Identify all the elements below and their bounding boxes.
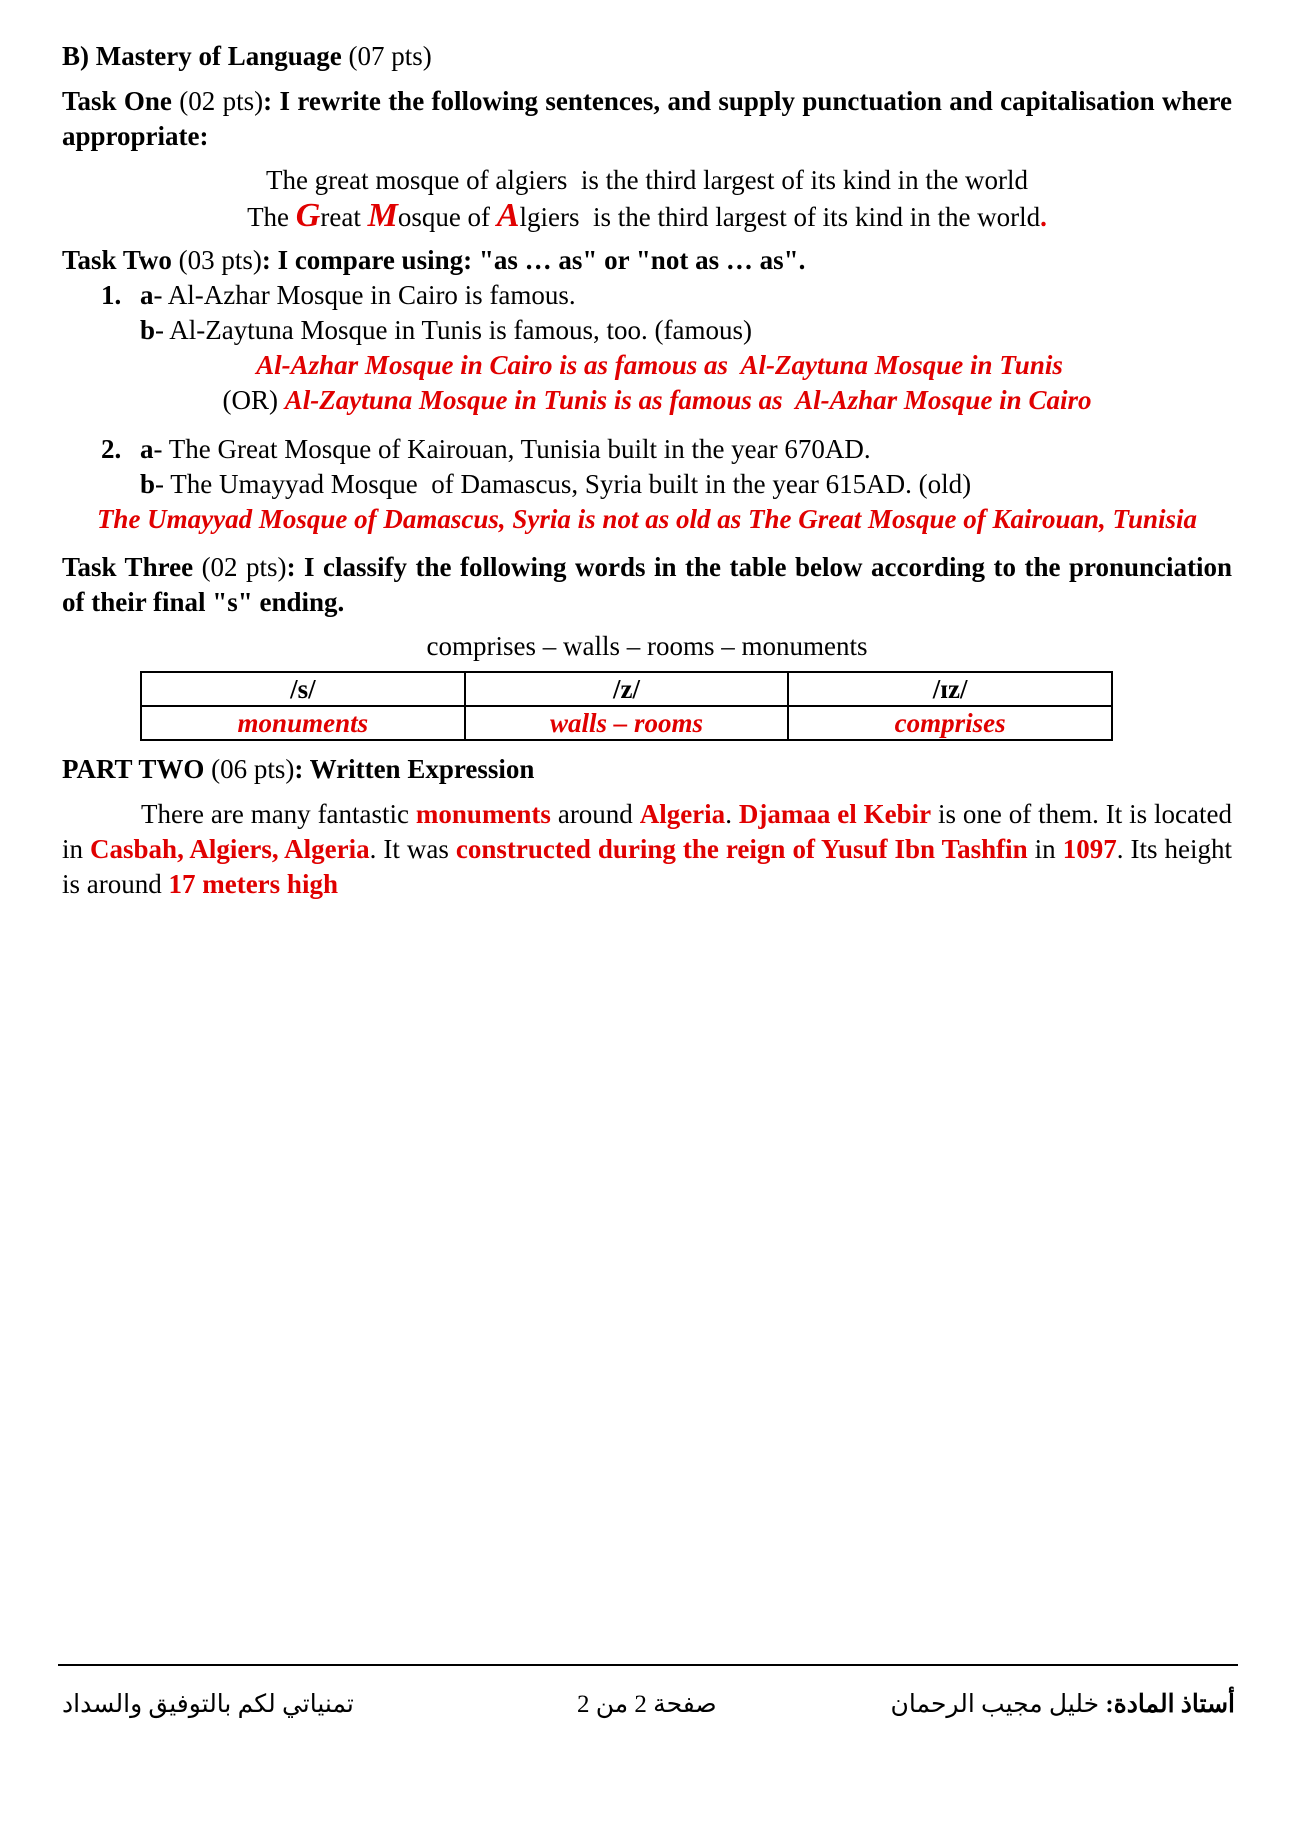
alt-answer-text: Al-Zaytuna Mosque in Tunis is as famous as Al-Azhar Mosque in Cairo bbox=[284, 385, 1092, 415]
footer-teacher bbox=[891, 1687, 1235, 1722]
sentence-label: b bbox=[140, 315, 156, 345]
table-cell: monuments bbox=[141, 706, 465, 740]
sentence-label: a bbox=[140, 280, 154, 310]
item-1-alt-answer bbox=[62, 383, 1232, 418]
item-1-sentence-a bbox=[99, 278, 1232, 313]
item-2-sentence-a bbox=[140, 432, 1232, 467]
task-one-original-sentence: The great mosque of algiers is the third largest of its kind in the world bbox=[265, 165, 1029, 195]
task-one-text: : I rewrite the following sentences, and supply punctuation and capitalisation where appropriate: bbox=[62, 86, 1232, 151]
table-header: /z/ bbox=[465, 672, 789, 706]
corrected-part: osque of bbox=[397, 202, 497, 232]
teacher-label: أستاذ المادة: bbox=[1105, 1691, 1235, 1718]
task-two-text: : I compare using: "as … as" or "not as … as". bbox=[261, 245, 806, 275]
table-row bbox=[141, 706, 1112, 740]
table-header: /s/ bbox=[141, 672, 465, 706]
part-two-heading bbox=[62, 752, 1232, 787]
pronunciation-table bbox=[140, 671, 1113, 741]
corrected-part: The bbox=[247, 202, 296, 232]
item-number: 2. bbox=[101, 434, 122, 464]
task-two-item-2 bbox=[62, 432, 1232, 467]
highlighted-text: constructed during the reign of Yusuf Ibn Tashfin bbox=[455, 834, 1028, 864]
table-cell: comprises bbox=[788, 706, 1112, 740]
corrected-part: reat bbox=[320, 202, 368, 232]
section-b-title: B) Mastery of Language bbox=[62, 41, 342, 71]
teacher-name: خليل مجيب الرحمان bbox=[890, 1691, 1106, 1718]
exam-page bbox=[62, 32, 1232, 902]
section-b-heading bbox=[62, 39, 1232, 74]
part-two-subtitle: : Written Expression bbox=[294, 754, 535, 784]
corrected-part: lgiers is the third largest of its kind in the world bbox=[519, 202, 1041, 232]
added-period: . bbox=[1040, 202, 1047, 232]
footer-wish: تمنياتي لكم بالتوفيق والسداد bbox=[62, 1691, 354, 1718]
item-2-sentence-b bbox=[62, 467, 1232, 502]
word-list: comprises – walls – rooms – monuments bbox=[426, 631, 868, 661]
capital-letter: G bbox=[295, 197, 321, 234]
part-two-title: PART TWO bbox=[62, 754, 205, 784]
highlighted-text: 1097 bbox=[1062, 834, 1117, 864]
highlighted-text: 17 meters high bbox=[168, 869, 338, 899]
highlighted-text: Casbah, Algiers, Algeria bbox=[90, 834, 370, 864]
sentence-label: a bbox=[140, 434, 154, 464]
task-one-corrected-sentence bbox=[62, 198, 1232, 235]
item-1-answer: Al-Azhar Mosque in Cairo is as famous as Al-Zaytuna Mosque in Tunis bbox=[256, 350, 1063, 380]
paragraph-text: in bbox=[1027, 834, 1063, 864]
or-label: (OR) bbox=[222, 385, 285, 415]
paragraph-text: . Its height is around bbox=[62, 834, 1232, 899]
section-b-points: (07 pts) bbox=[348, 41, 432, 71]
item-number: 1. bbox=[101, 280, 122, 310]
sentence-label: b bbox=[140, 469, 156, 499]
item-2-answer: The Umayyad Mosque of Damascus, Syria is not as old as The Great Mosque of Kairouan, Tunisia bbox=[96, 504, 1198, 534]
sentence-text: - Al-Azhar Mosque in Cairo is famous. bbox=[153, 280, 576, 310]
footer-page-number: صفحة 2 من 2 bbox=[577, 1691, 717, 1718]
task-three-instruction bbox=[62, 550, 1232, 620]
item-1-sentence-b bbox=[62, 313, 1232, 348]
table-header: /ɪz/ bbox=[788, 672, 1112, 706]
task-two-item-1 bbox=[62, 278, 1232, 313]
paragraph-text: There are many fantastic bbox=[141, 799, 416, 829]
task-three-points: (02 pts) bbox=[201, 552, 287, 582]
footer-divider bbox=[58, 1664, 1238, 1666]
task-three-label: Task Three bbox=[62, 552, 194, 582]
paragraph-text: is one of them. It is located in bbox=[62, 799, 1233, 864]
paragraph-text: . It was bbox=[369, 834, 456, 864]
task-one-points: (02 pts) bbox=[179, 86, 264, 116]
highlighted-text: Djamaa el Kebir bbox=[738, 799, 932, 829]
task-two-label: Task Two bbox=[62, 245, 172, 275]
table-header-row bbox=[141, 672, 1112, 706]
task-one-label: Task One bbox=[62, 86, 172, 116]
highlighted-text: Algeria bbox=[639, 799, 726, 829]
task-one-instruction bbox=[62, 84, 1232, 154]
part-two-points: (06 pts) bbox=[211, 754, 295, 784]
paragraph-text: . bbox=[725, 799, 739, 829]
capital-letter: A bbox=[496, 197, 520, 234]
highlighted-text: monuments bbox=[415, 799, 551, 829]
sentence-text: - The Great Mosque of Kairouan, Tunisia built in the year 670AD. bbox=[153, 434, 871, 464]
paragraph-text: around bbox=[550, 799, 640, 829]
sentence-text: - The Umayyad Mosque of Damascus, Syria built in the year 615AD. (old) bbox=[155, 469, 972, 499]
capital-letter: M bbox=[367, 197, 398, 234]
sentence-text: - Al-Zaytuna Mosque in Tunis is famous, too. (famous) bbox=[155, 315, 753, 345]
written-expression-paragraph bbox=[62, 797, 1232, 902]
table-cell: walls – rooms bbox=[465, 706, 789, 740]
task-three-text: : I classify the following words in the table below according to the pronunciation of their final "s" ending. bbox=[62, 552, 1233, 617]
task-two-points: (03 pts) bbox=[178, 245, 262, 275]
task-one-sentences bbox=[62, 163, 1232, 235]
task-two-instruction bbox=[62, 243, 1232, 278]
